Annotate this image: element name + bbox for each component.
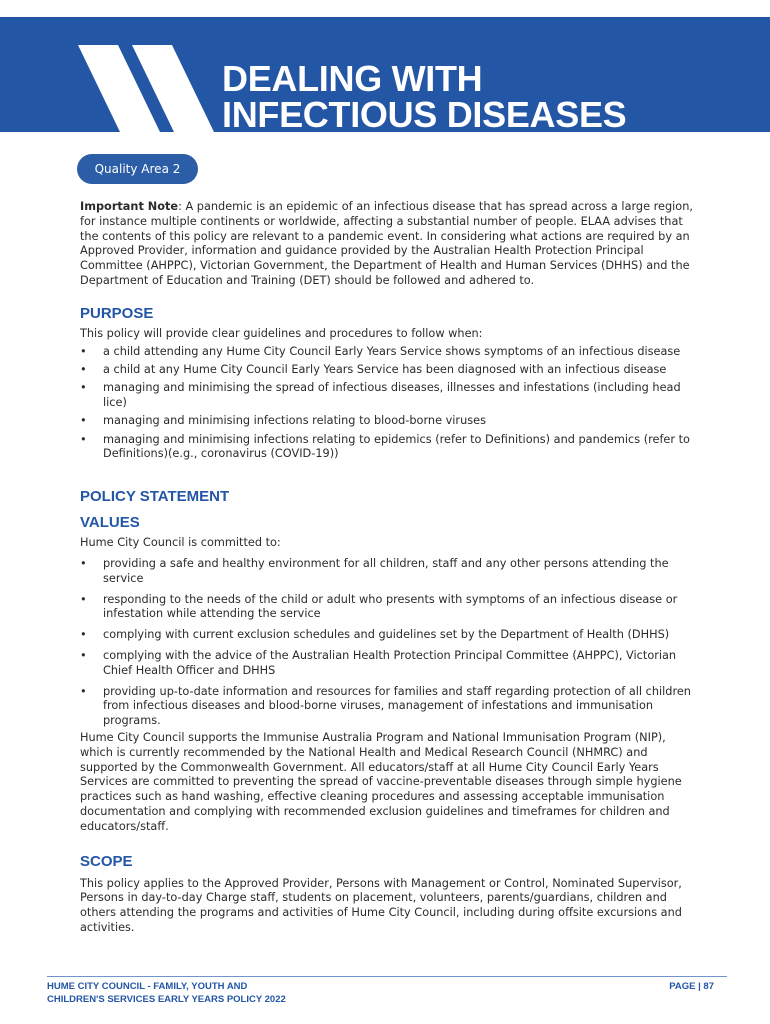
- list-item: • managing and minimising infections relating to epidemics (refer to Definitions) and pandemics (refer to Definitions)(e.g., coronavirus (COVID-19)): [80, 433, 700, 463]
- quality-area-badge: Quality Area 2: [77, 154, 198, 184]
- values-closing: Hume City Council supports the Immunise Australia Program and National Immunisation Program (NIP), which is currently recommended by the National Health and Medical Research Council (NHMRC) and supported by the Commonwealth Government. All educators/staff at all Hume City Council Early Years Services are committed to preventing the spread of vaccine-preventable diseases through simple hygiene practices such as hand washing, effective cleaning procedures and assessing acceptable immunisation documentation and complying with recommended exclusion guidelines and timeframes for children and educators/staff.: [80, 730, 682, 833]
- footer-divider: [47, 976, 727, 977]
- page-number: PAGE | 87: [669, 981, 714, 992]
- list-item: • complying with current exclusion schedules and guidelines set by the Department of Health (DHHS): [80, 628, 700, 643]
- values-heading: VALUES: [80, 514, 140, 532]
- scope-text: This policy applies to the Approved Provider, Persons with Management or Control, Nominated Supervisor, Persons in day-to-day Charge staff, students on placement, volunteers, parents/guardians, children and others attending the programs and activities of Hume City Council, including during offsite excursions and activities.: [80, 876, 682, 934]
- important-note: Important Note: A pandemic is an epidemic of an infectious disease that has spread across a large region, for instance multiple continents or worldwide, affecting a substantial number of people. ELAA advises that the contents of this policy are relevant to a pandemic event. In considering what actions are required by an Approved Provider, information and guidance provided by the Australian Health Protection Principal Committee (AHPPC), Victorian Government, the Department of Health and Human Services (DHHS) and the Department of Education and Training (DET) should be followed and adhered to.: [80, 200, 693, 287]
- list-item: • providing up-to-date information and resources for families and staff regarding protection of all children from infectious diseases and blood-borne viruses, management of infestations and immunisation programs.: [80, 685, 700, 729]
- list-item: • managing and minimising infections relating to blood-borne viruses: [80, 414, 700, 429]
- list-item: • providing a safe and healthy environment for all children, staff and any other persons attending the service: [80, 557, 700, 587]
- list-item: • a child attending any Hume City Council Early Years Service shows symptoms of an infectious disease: [80, 345, 700, 360]
- document-body: [80, 200, 700, 936]
- values-list: [80, 557, 700, 729]
- purpose-intro: This policy will provide clear guidelines and procedures to follow when:: [80, 326, 483, 340]
- page-title: DEALING WITH INFECTIOUS DISEASES: [222, 58, 627, 132]
- purpose-heading: PURPOSE: [80, 304, 154, 322]
- policy-statement-heading: POLICY STATEMENT: [80, 488, 230, 506]
- list-item: • managing and minimising the spread of infectious diseases, illnesses and infestations (including head lice): [80, 381, 700, 411]
- scope-heading: SCOPE: [80, 852, 133, 870]
- page-header-banner: [0, 17, 770, 132]
- list-item: • a child at any Hume City Council Early Years Service has been diagnosed with an infectious disease: [80, 363, 700, 378]
- purpose-list: [80, 345, 700, 463]
- list-item: • responding to the needs of the child or adult who presents with symptoms of an infectious disease or infestation while attending the service: [80, 593, 700, 623]
- list-item: • complying with the advice of the Australian Health Protection Principal Committee (AHPPC), Victorian Chief Health Officer and DHHS: [80, 649, 700, 679]
- values-intro: Hume City Council is committed to:: [80, 536, 281, 550]
- stripes-decoration-icon: [0, 17, 230, 132]
- footer-title: HUME CITY COUNCIL - FAMILY, YOUTH AND CHILDREN'S SERVICES EARLY YEARS POLICY 2022: [47, 981, 286, 1005]
